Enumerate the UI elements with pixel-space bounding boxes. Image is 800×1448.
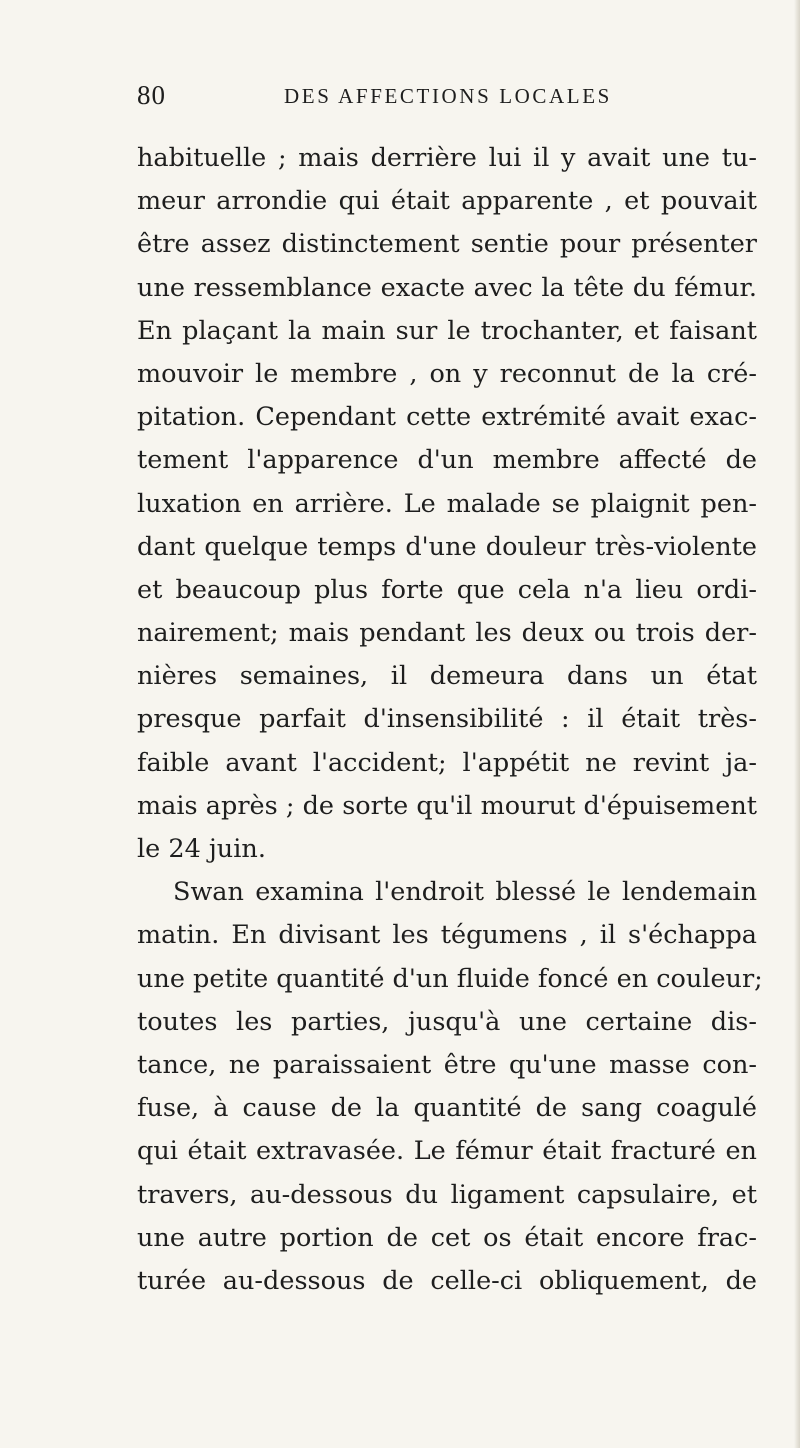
text-line: une ressemblance exacte avec la tête du fémur. bbox=[137, 272, 757, 303]
paragraph-start-line: Swan examina l'endroit blessé le lendemain bbox=[173, 877, 757, 908]
body-text bbox=[137, 137, 763, 1303]
text-line: dant quelque temps d'une douleur très-violente bbox=[137, 531, 757, 562]
text-line: qui était extravasée. Le fémur était fracturé en bbox=[137, 1136, 757, 1167]
running-head: DES AFFECTIONS LOCALES bbox=[284, 84, 612, 108]
page-edge bbox=[794, 0, 800, 1448]
text-line: travers, au-dessous du ligament capsulaire, et bbox=[137, 1179, 757, 1210]
text-line: mais après ; de sorte qu'il mourut d'épuisement bbox=[137, 790, 757, 821]
text-line: une autre portion de cet os était encore frac- bbox=[137, 1222, 757, 1253]
text-line: tance, ne paraissaient être qu'une masse con- bbox=[137, 1049, 757, 1080]
text-line: turée au-dessous de celle-ci obliquement, de bbox=[137, 1265, 757, 1296]
text-line: matin. En divisant les tégumens , il s'échappa bbox=[137, 920, 757, 951]
text-line: tement l'apparence d'un membre affecté de bbox=[137, 445, 757, 476]
page-header bbox=[137, 80, 737, 116]
text-line: une petite quantité d'un fluide foncé en couleur; bbox=[137, 963, 763, 994]
text-line: nières semaines, il demeura dans un état bbox=[137, 661, 757, 692]
text-line: pitation. Cependant cette extrémité avait exac- bbox=[137, 402, 757, 433]
text-line: toutes les parties, jusqu'à une certaine dis- bbox=[137, 1006, 757, 1037]
text-line: être assez distinctement sentie pour présenter bbox=[137, 229, 757, 260]
text-line: nairement; mais pendant les deux ou trois der- bbox=[137, 618, 757, 649]
text-line: meur arrondie qui était apparente , et pouvait bbox=[137, 186, 757, 217]
text-line: faible avant l'accident; l'appétit ne revint ja- bbox=[137, 747, 757, 778]
text-line: luxation en arrière. Le malade se plaignit pen- bbox=[137, 488, 757, 519]
paragraph-end-line: le 24 juin. bbox=[137, 834, 266, 864]
text-line: presque parfait d'insensibilité : il était très- bbox=[137, 704, 757, 735]
page-number: 80 bbox=[137, 80, 166, 110]
text-line: habituelle ; mais derrière lui il y avait une tu- bbox=[137, 143, 757, 173]
text-line: et beaucoup plus forte que cela n'a lieu ordi- bbox=[137, 574, 757, 605]
text-line: En plaçant la main sur le trochanter, et faisant bbox=[137, 315, 757, 346]
text-line: mouvoir le membre , on y reconnut de la cré- bbox=[137, 358, 757, 389]
text-line: fuse, à cause de la quantité de sang coagulé bbox=[137, 1093, 757, 1124]
